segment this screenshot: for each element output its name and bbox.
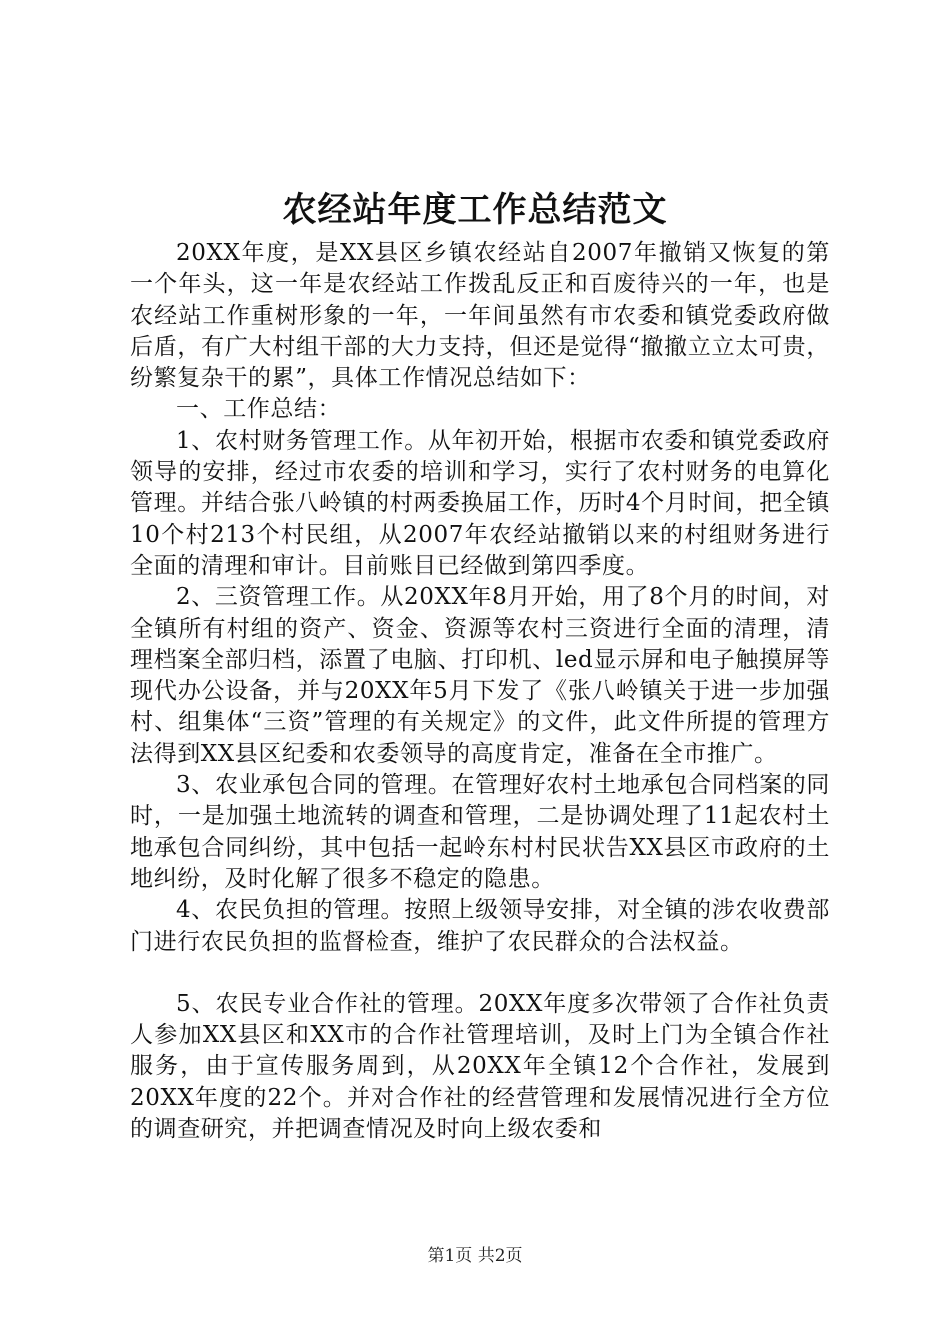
item-paragraph-5: 5、农民专业合作社的管理。20XX年度多次带领了合作社负责人参加XX县区和XX市的合作社管理培训，及时上门为全镇合作社服务，由于宣传服务周到，从20XX年全镇12个合作社，发展到20XX年度的22个。并对合作社的经营管理和发展情况进行全方位的调查研究，并把调查情况及时向上级农委和: [130, 990, 830, 1143]
document-title: 农经站年度工作总结范文: [282, 190, 668, 230]
document-body: [130, 238, 830, 1145]
item-paragraph-3: 3、农业承包合同的管理。在管理好农村土地承包合同档案的同时，一是加强土地流转的调查和管理，二是协调处理了11起农村土地承包合同纠纷，其中包括一起岭东村村民状告XX县区市政府的土地纠纷，及时化解了很多不稳定的隐患。: [130, 772, 830, 892]
paragraph-spacer: [130, 958, 830, 989]
item-paragraph-2: 2、三资管理工作。从20XX年8月开始，用了8个月的时间，对全镇所有村组的资产、资金、资源等农村三资进行全面的清理，清理档案全部归档，添置了电脑、打印机、led显示屏和电子触摸屏等现代办公设备，并与20XX年5月下发了《张八岭镇关于进一步加强村、组集体“三资”管理的有关规定》的文件，此文件所提的管理方法得到XX县区纪委和农委领导的高度肯定，准备在全市推广。: [130, 584, 830, 767]
item-paragraph-1: 1、农村财务管理工作。从年初开始，根据市农委和镇党委政府领导的安排，经过市农委的培训和学习，实行了农村财务的电算化管理。并结合张八岭镇的村两委换届工作，历时4个月时间，把全镇10个村213个村民组，从2007年农经站撤销以来的村组财务进行全面的清理和审计。目前账目已经做到第四季度。: [130, 427, 830, 579]
item-paragraph-4: 4、农民负担的管理。按照上级领导安排，对全镇的涉农收费部门进行农民负担的监督检查，维护了农民群众的合法权益。: [130, 897, 830, 955]
section-heading: 一、工作总结：: [176, 396, 342, 423]
intro-paragraph: 20XX年度，是XX县区乡镇农经站自2007年撤销又恢复的第一个年头，这一年是农经站工作拨乱反正和百废待兴的一年，也是农经站工作重树形象的一年，一年间虽然有市农委和镇党委政府做后盾，有广大村组干部的大力支持，但还是觉得“撤撤立立太可贵，纷繁复杂干的累”，具体工作情况总结如下：: [130, 240, 830, 392]
page-footer: 第1页 共2页: [427, 1246, 523, 1266]
